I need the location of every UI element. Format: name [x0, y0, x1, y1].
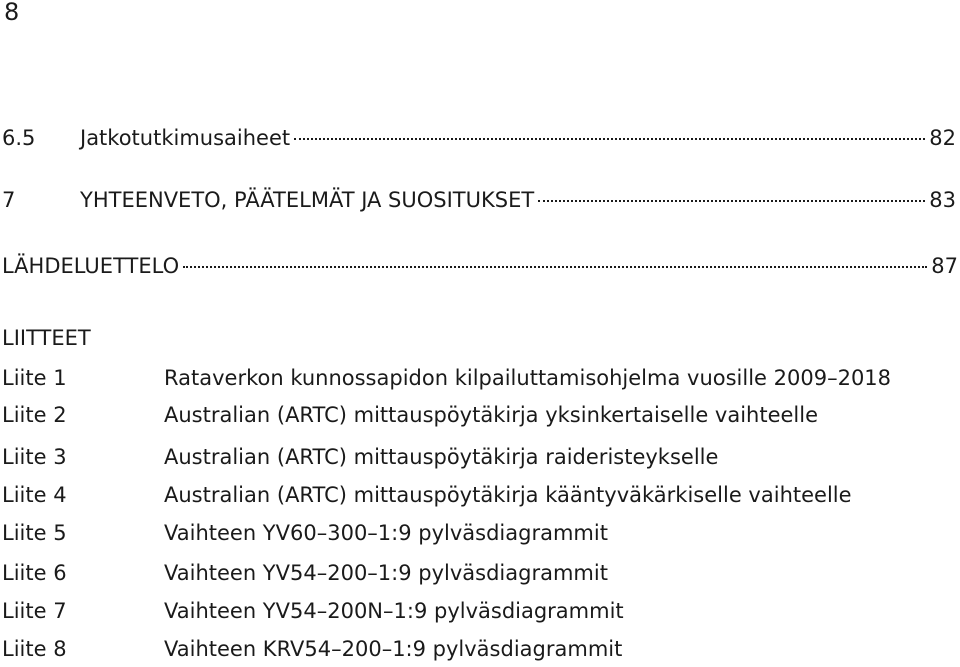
toc-dot-leader: [183, 266, 927, 268]
toc-entry-number: 7: [2, 188, 16, 212]
toc-entry-title: Jatkotutkimusaiheet: [80, 126, 291, 150]
appendix-label: Liite 4: [2, 483, 67, 507]
toc-entry-number: 6.5: [2, 126, 36, 150]
toc-entry-6-5[interactable]: [0, 124, 960, 152]
toc-entry-page: 82: [929, 126, 956, 150]
toc-dot-leader: [538, 200, 925, 202]
appendix-title: Vaihteen YV54–200–1:9 pylväsdiagrammit: [164, 561, 608, 585]
toc-entry-7[interactable]: [0, 186, 960, 214]
appendix-label: Liite 7: [2, 599, 67, 623]
appendix-title: Australian (ARTC) mittauspöytäkirja yksinkertaiselle vaihteelle: [164, 403, 819, 427]
appendix-title: Vaihteen YV54–200N–1:9 pylväsdiagrammit: [164, 599, 624, 623]
appendix-label: Liite 3: [2, 445, 67, 469]
appendix-title: Rataverkon kunnossapidon kilpailuttamisohjelma vuosille 2009–2018: [164, 366, 892, 390]
toc-entry-page: 83: [929, 188, 956, 212]
appendix-label: Liite 8: [2, 637, 67, 661]
appendix-title: Vaihteen KRV54–200–1:9 pylväsdiagrammit: [164, 637, 623, 661]
toc-entry-title: LÄHDELUETTELO: [2, 254, 180, 278]
appendix-title: Australian (ARTC) mittauspöytäkirja raideristeykselle: [164, 445, 719, 469]
appendix-label: Liite 6: [2, 561, 67, 585]
appendices-heading: LIITTEET: [2, 326, 91, 350]
appendix-title: Vaihteen YV60–300–1:9 pylväsdiagrammit: [164, 521, 608, 545]
toc-entry-title: YHTEENVETO, PÄÄTELMÄT JA SUOSITUKSET: [80, 188, 535, 212]
appendix-label: Liite 2: [2, 403, 67, 427]
appendix-title: Australian (ARTC) mittauspöytäkirja kääntyväkärkiselle vaihteelle: [164, 483, 852, 507]
appendix-label: Liite 1: [2, 366, 67, 390]
appendix-label: Liite 5: [2, 521, 67, 545]
toc-entry-page: 87: [931, 254, 958, 278]
page-number: 8: [4, 0, 20, 26]
toc-entry-references[interactable]: [0, 252, 960, 280]
toc-dot-leader: [294, 138, 925, 140]
